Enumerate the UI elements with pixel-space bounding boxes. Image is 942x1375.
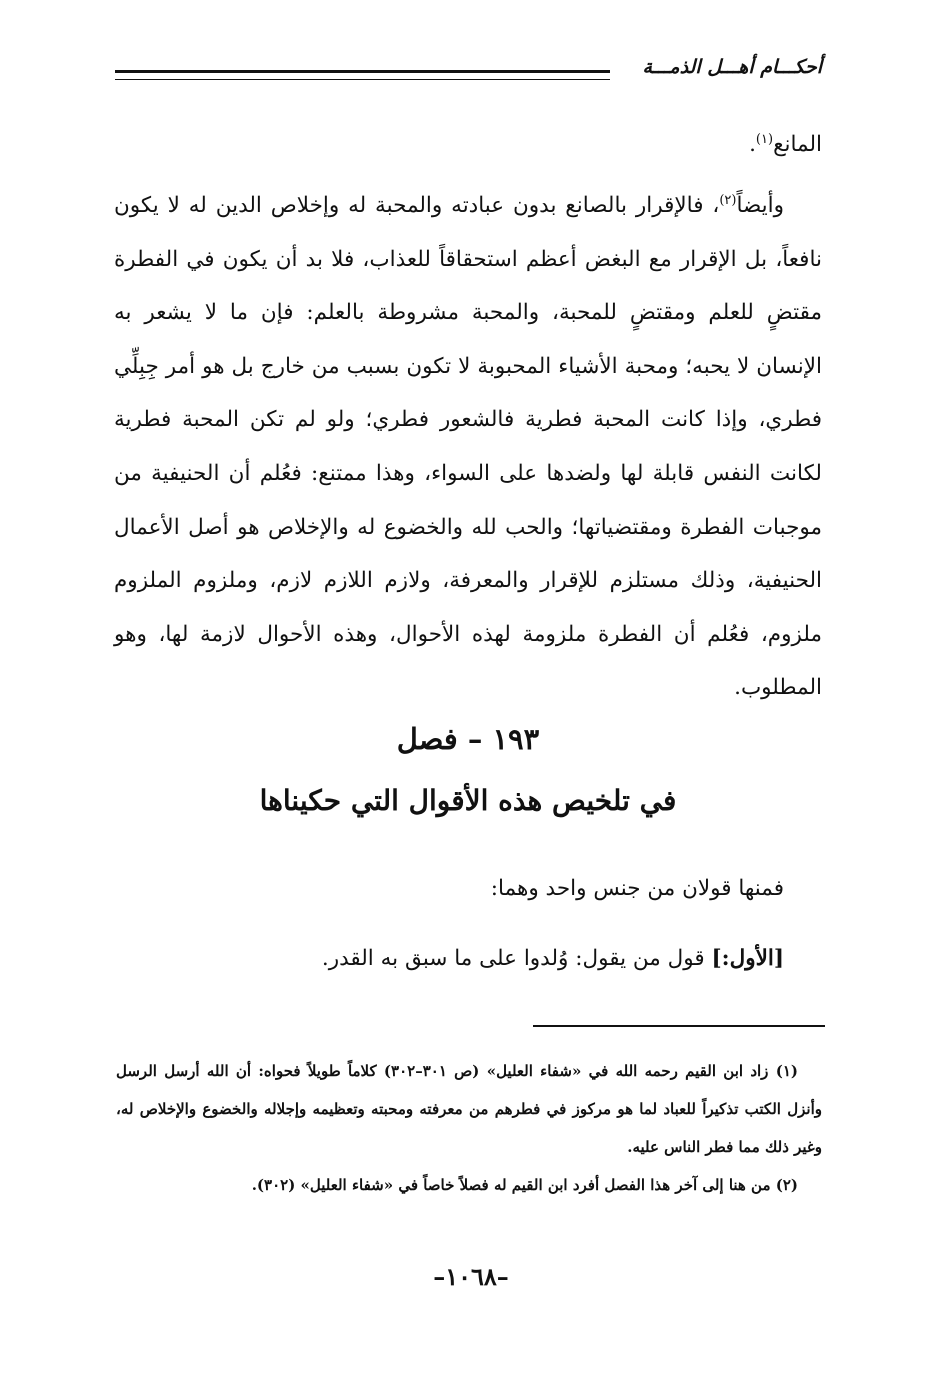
section-number-heading: ١٩٣ – فصل [396,722,540,756]
paragraph-2 [114,179,822,715]
footnotes [116,1052,822,1204]
first-opinion-label: [الأول:] [711,946,784,971]
footnote-1: (١) زاد ابن القيم رحمه الله في «شفاء العليل» (ص ٣٠١–٣٠٢) كلاماً طويلاً فحواه: أن الله أرسل الرسل وأنزل الكتب تذكيراً للعباد لما هو مركوز في فطرهم من معرفته ومحبته وتعظيمه وإجلاله والخضوع والإخلاص له، وغير ذلك مما فطر الناس عليه. [116,1062,822,1156]
paragraph-4-text: قول من يقول: وُلدوا على ما سبق به القدر. [321,946,712,971]
paragraph-1-end: . [749,132,756,157]
paragraph-2-text: ، فالإقرار بالصانع بدون عبادته والمحبة له وإخلاص الدين له لا يكون نافعاً، بل الإقرار مع البغض أعظم استحقاقاً للعذاب، فلا بد أن يكون في الفطرة مقتضٍ للعلم ومقتضٍ للمحبة، والمحبة مشروطة بالعلم: فإن ما لا يشعر به الإنسان لا يحبه؛ ومحبة الأشياء المحبوبة لا تكون بسبب من خارج بل هو أمر جِبِلِّي فطري، وإذا كانت المحبة فطرية فالشعور فطري؛ ولو لم تكن المحبة فطرية لكانت النفس قابلة لها ولضدها على السواء، وهذا ممتنع: فعُلم أن الحنيفية من موجبات الفطرة ومقتضياتها؛ والحب لله والخضوع له والإخلاص هو أصل الأعمال الحنيفية، وذلك مستلزم للإقرار والمعرفة، ولازم اللازم لازم، وملزوم الملزوم ملزوم، فعُلم أن الفطرة ملزومة لهذه الأحوال، وهذه الأحوال لازمة لها، وهو المطلوب. [114,193,822,701]
running-header-title: أحكـــام أهـــل الذمـــة [642,56,822,78]
page-number: –١٠٦٨– [433,1262,509,1291]
paragraph-3: فمنها قولان من جنس واحد وهما: [490,876,784,901]
footnote-2: (٢) من هنا إلى آخر هذا الفصل أفرد ابن القيم له فصلاً خاصاً في «شفاء العليل» (٣٠٢). [251,1176,798,1194]
paragraph-1 [114,118,822,172]
paragraph-4 [114,932,784,986]
paragraph-2-start: وأيضاً [736,193,784,218]
section-title-heading: في تلخيص هذه الأقوال التي حكيناها [259,784,677,817]
paragraph-1-text: المانع [773,132,822,157]
footnote-separator [533,1025,825,1027]
header-double-rule [115,70,610,80]
footnote-ref-1[interactable]: (١) [755,132,774,147]
footnote-ref-2[interactable]: (٢) [719,193,737,208]
